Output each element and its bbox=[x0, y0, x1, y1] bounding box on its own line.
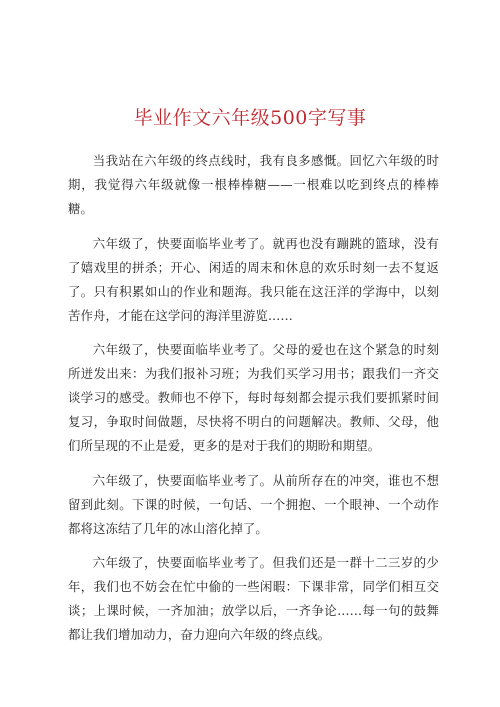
essay-body bbox=[68, 149, 439, 658]
page-title: 毕业作文六年级500字写事 bbox=[133, 107, 367, 129]
paragraph-4: 六年级了，快要面临毕业考了。从前所存在的冲突，谁也不想留到此刻。下课的时候，一句话、一个拥抱、一个眼神、一个动作都将这冻结了几年的冰山溶化掉了。 bbox=[68, 472, 439, 536]
paragraph-3: 六年级了，快要面临毕业考了。父母的爱也在这个紧急的时刻所迸发出来：为我们报补习班；为我们买学习用书；跟我们一齐交谈学习的感受。教师也不停下，每时每刻都会提示我们要抓紧时间复习，争取时间做题，尽快将不明白的问题解决。教师、父母，他们所呈现的不止是爱，更多的是对于我们的期盼和期望。 bbox=[68, 342, 439, 453]
paragraph-5: 六年级了，快要面临毕业考了。但我们还是一群十二三岁的少年，我们也不妨会在忙中偷的一些闲暇：下课非常，同学们相互交谈；上课时候，一齐加油；放学以后，一齐争论……每一句的鼓舞都让我们增加动力，奋力迎向六年级的终点线。 bbox=[68, 555, 439, 642]
paragraph-1: 当我站在六年级的终点线时，我有良多感慨。回忆六年级的时期，我觉得六年级就像一根棒棒糖——一根难以吃到终点的棒棒糖。 bbox=[68, 153, 439, 216]
paragraph-2: 六年级了，快要面临毕业考了。就再也没有蹦跳的篮球，没有了嬉戏里的拼杀；开心、闲适的周末和休息的欢乐时刻一去不复返了。只有积累如山的作业和题海。我只能在这汪洋的学海中，以刻苦作舟，才能在这学问的海洋里游览…… bbox=[68, 235, 439, 323]
